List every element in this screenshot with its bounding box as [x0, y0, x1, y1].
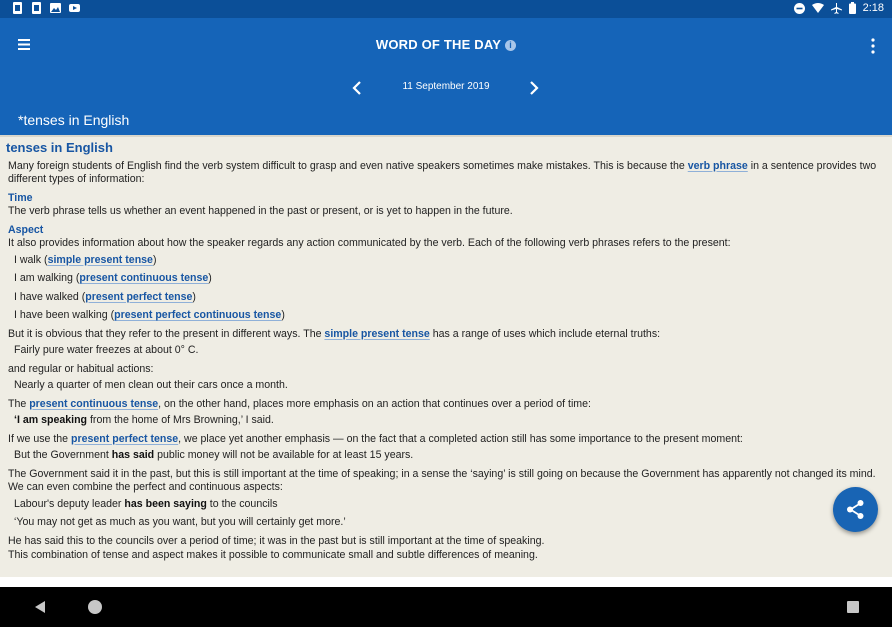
share-button[interactable]	[833, 487, 878, 532]
example-8	[14, 449, 884, 463]
text-span: )	[281, 309, 285, 321]
paragraph-3: and regular or habitual actions:	[8, 362, 154, 375]
app-title-wrap	[0, 37, 892, 52]
time-paragraph: The verb phrase tells us whether an event happened in the past or present, or is yet to happen in the future.	[8, 205, 513, 217]
example-9	[14, 498, 884, 512]
image-icon	[50, 2, 61, 14]
section-heading-time: Time	[8, 191, 33, 204]
example-3	[14, 291, 884, 305]
battery-icon	[849, 2, 856, 14]
app-bar	[0, 18, 892, 135]
date-navigator	[0, 78, 892, 98]
bold-phrase: has said	[111, 449, 155, 461]
example-4	[14, 309, 884, 323]
paragraph-5	[8, 433, 884, 447]
date-label: 11 September 2019	[402, 81, 490, 92]
text-span: public money will not be available for at least 15 years.	[154, 449, 414, 461]
example-6: Nearly a quarter of men clean out their cars once a month.	[14, 379, 288, 391]
link-simple-present-tense[interactable]: simple present tense	[47, 253, 153, 266]
info-icon[interactable]: i	[505, 40, 516, 51]
text-span: , on the other hand, places more emphasis on an action that continues over a period of time:	[158, 397, 591, 410]
link-present-perfect-tense[interactable]: present perfect tense	[71, 432, 179, 445]
bold-phrase: I am speaking	[16, 414, 88, 426]
link-present-continuous-tense[interactable]: present continuous tense	[79, 272, 209, 284]
text-span: to the councils	[206, 497, 278, 510]
link-present-perfect-continuous-tense[interactable]: present perfect continuous tense	[114, 309, 282, 321]
link-present-continuous-tense[interactable]: present continuous tense	[29, 397, 159, 410]
example-10: ‘You may not get as much as you want, but you will certainly get more.’	[14, 516, 346, 528]
share-icon	[845, 499, 866, 520]
intro-paragraph	[8, 160, 884, 187]
article-heading: tenses in English	[6, 140, 113, 155]
system-nav-bar	[0, 587, 892, 627]
page-title: WORD OF THE DAY	[375, 37, 502, 52]
text-span: from the home of Mrs Browning,’ I said.	[87, 414, 274, 426]
link-verb-phrase[interactable]: verb phrase	[687, 159, 748, 172]
youtube-icon	[69, 2, 80, 14]
text-span: Many foreign students of English find the verb system difficult to grasp and even native speakers sometimes make mistakes. This is because the	[8, 159, 688, 172]
text-span: But the Government	[14, 449, 112, 461]
example-2	[14, 272, 884, 286]
text-span: I have walked (	[14, 290, 86, 303]
section-heading-aspect: Aspect	[8, 223, 44, 236]
recent-apps-icon[interactable]	[847, 601, 859, 613]
text-span: Labour's deputy leader	[14, 497, 125, 510]
text-span: )	[152, 253, 157, 266]
paragraph-6: The Government said it in the past, but this is still important at the time of speaking; in a sense the ‘saying’ is still going on because the Government has apparently not changed its mind. We can even combine the perfect and continuous aspects:	[8, 467, 876, 493]
article-content	[0, 135, 892, 577]
text-span: The	[8, 397, 30, 410]
more-options-icon[interactable]	[870, 38, 876, 54]
text-span: I am walking (	[14, 272, 80, 284]
paragraph-8: This combination of tense and aspect makes it possible to communicate small and subtle differences of meaning.	[8, 549, 538, 561]
minus-circle-icon	[794, 3, 805, 14]
home-icon[interactable]	[88, 600, 102, 614]
example-7	[14, 414, 884, 428]
status-time: 2:18	[862, 2, 884, 14]
chevron-right-icon[interactable]	[528, 80, 540, 96]
text-span: has a range of uses which include eternal truths:	[429, 327, 661, 340]
sim-icon	[12, 2, 23, 14]
text-span: , we place yet another emphasis — on the fact that a completed action still has some importance to the present moment:	[178, 432, 743, 445]
content-bottom-edge	[0, 577, 892, 587]
paragraph-4	[8, 398, 884, 412]
sim-icon	[31, 2, 42, 14]
text-span: But it is obvious that they refer to the present in different ways. The	[8, 327, 325, 340]
text-span: I have been walking (	[14, 309, 115, 321]
text-span: )	[192, 290, 196, 303]
example-5: Fairly pure water freezes at about 0° C.	[14, 344, 199, 356]
text-span: in a sentence provides two different types of information:	[8, 159, 877, 185]
wifi-icon	[812, 3, 824, 13]
example-1	[14, 254, 884, 268]
headword: *tenses in English	[18, 112, 130, 128]
text-span: If we use the	[8, 432, 72, 445]
text-span: ‘	[14, 414, 17, 426]
paragraph-7: He has said this to the councils over a period of time; it was in the past but is still important at the time of speaking.	[8, 534, 545, 547]
status-bar	[0, 0, 892, 18]
link-present-perfect-tense[interactable]: present perfect tense	[85, 290, 193, 303]
text-span: I walk (	[14, 253, 48, 266]
paragraph-2	[8, 328, 884, 342]
text-span: )	[208, 272, 212, 284]
airplane-icon	[831, 3, 842, 14]
bold-phrase: has been saying	[124, 497, 207, 510]
link-simple-present-tense[interactable]: simple present tense	[324, 327, 430, 340]
back-icon[interactable]	[33, 600, 47, 614]
aspect-paragraph: It also provides information about how the speaker regards any action communicated by the verb. Each of the following verb phrases refers to the present:	[8, 237, 731, 249]
